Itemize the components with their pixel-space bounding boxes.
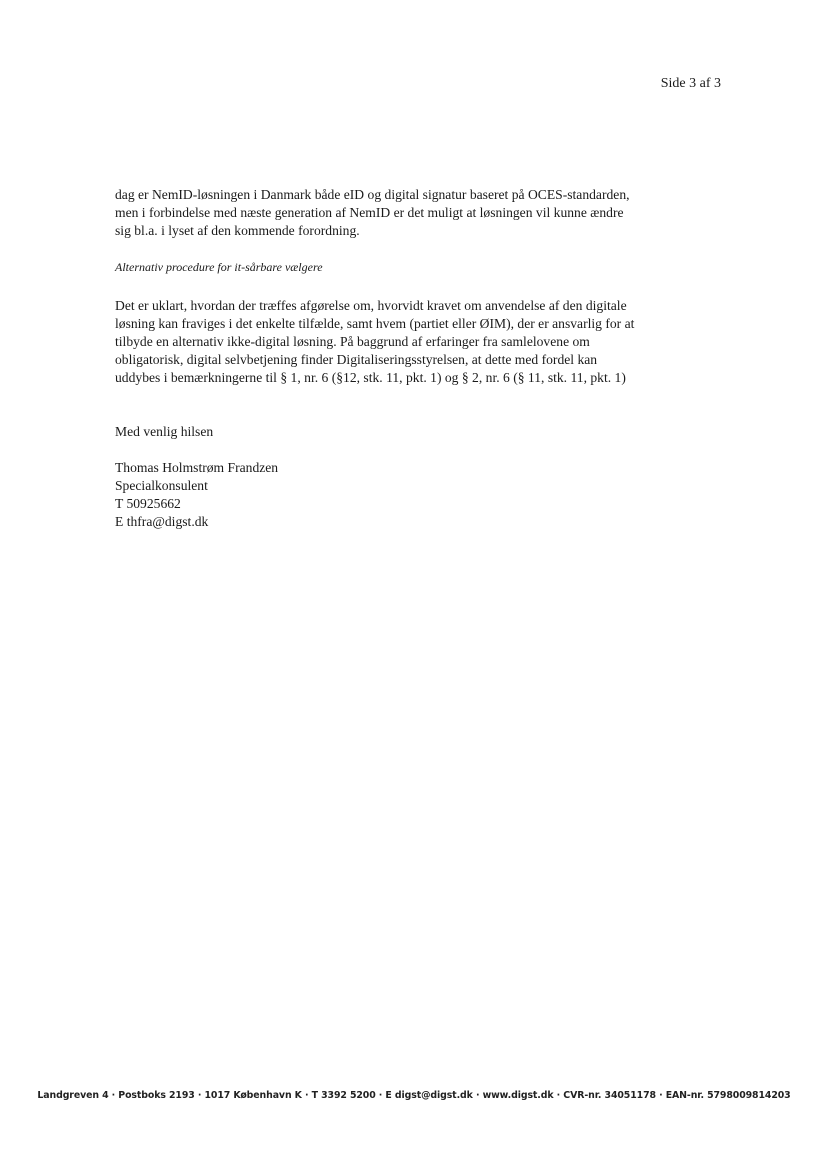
signature-name: Thomas Holmstrøm Frandzen	[115, 460, 279, 475]
section-heading: Alternativ procedure for it-sårbare vælgere	[115, 260, 323, 274]
signature-email: E thfra@digst.dk	[115, 514, 209, 529]
signature-title: Specialkonsulent	[115, 478, 208, 493]
footer-address: Landgreven 4 · Postboks 2193 · 1017 København K · T 3392 5200 · E digst@digst.dk · www.digst.dk · CVR-nr. 34051178 · EAN-nr. 5798009814203	[37, 1090, 791, 1101]
closing-greeting: Med venlig hilsen	[115, 424, 214, 439]
letter-body	[115, 186, 635, 531]
signature-block	[115, 459, 635, 531]
paragraph-alternative-procedure: Det er uklart, hvordan der træffes afgørelse om, hvorvidt kravet om anvendelse af den digitale løsning kan fraviges i det enkelte tilfælde, samt hvem (partiet eller ØIM), der er ansvarlig for at tilbyde en alternativ ikke-digital løsning. På baggrund af erfaringer fra samlelovene om obligatorisk, digital selvbetjening finder Digitaliseringsstyrelsen, at dette med fordel kan uddybes i bemærkningerne til § 1, nr. 6 (§12, stk. 11, pkt. 1) og § 2, nr. 6 (§ 11, stk. 11, pkt. 1)	[115, 298, 635, 385]
signature-phone: T 50925662	[115, 496, 181, 511]
page-number: Side 3 af 3	[660, 76, 721, 91]
paragraph-nemid: dag er NemID-løsningen i Danmark både eID og digital signatur baseret på OCES-standarden, men i forbindelse med næste generation af NemID er det muligt at løsningen vil kunne ændre sig bl.a. i lyset af den kommende forordning.	[115, 187, 630, 238]
